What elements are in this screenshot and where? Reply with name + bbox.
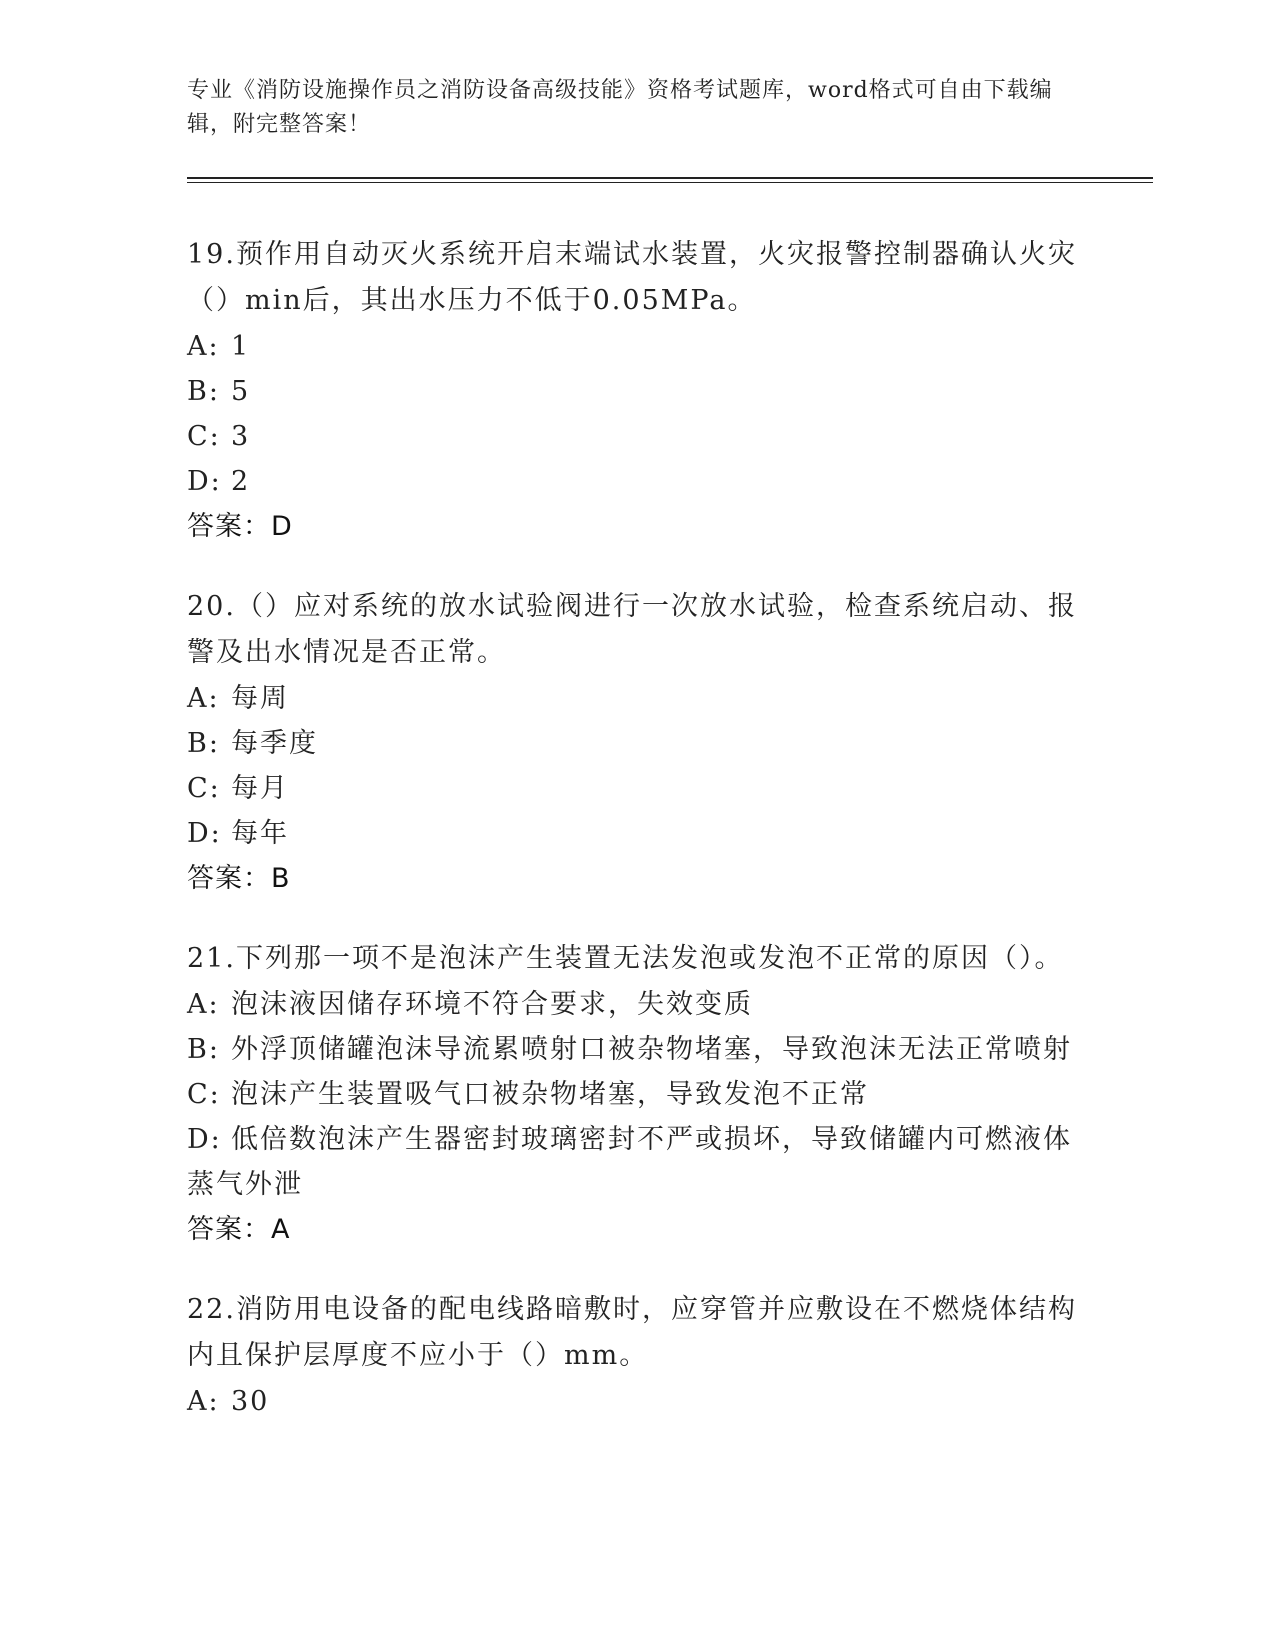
option-c [187,414,1077,459]
option-letter: A: [187,989,220,1020]
option-d [187,459,1077,504]
option-text: 每周 [231,683,289,714]
question-stem: 21.下列那一项不是泡沫产生装置无法发泡或发泡不正常的原因（）。 [187,943,1064,974]
option-letter: D: [187,818,222,849]
answer-label: 答案：A [187,1214,291,1245]
option-text: 泡沫产生装置吸气口被杂物堵塞，导致发泡不正常 [231,1079,869,1110]
option-text: 2 [231,466,251,497]
option-text: 5 [231,376,251,407]
option-a [187,676,1077,721]
option-letter: C: [187,421,221,452]
option-letter: B: [187,1034,220,1065]
option-letter: B: [187,376,220,407]
option-text: 泡沫液因储存环境不符合要求，失效变质 [231,989,753,1020]
option-c [187,1072,1077,1117]
option-letter: A: [187,1386,220,1417]
question-stem: 20.（）应对系统的放水试验阀进行一次放水试验，检查系统启动、报警及出水情况是否正常。 [187,591,1077,668]
header-rule-thin [187,182,1153,183]
option-text: 1 [231,331,251,362]
option-d [187,811,1077,856]
question-19 [187,232,1077,550]
option-b [187,1027,1077,1072]
question-21 [187,936,1077,1253]
question-22 [187,1287,1077,1424]
option-a [187,324,1077,369]
option-text: 外浮顶储罐泡沫导流累喷射口被杂物堵塞，导致泡沫无法正常喷射 [231,1034,1072,1065]
option-text: 低倍数泡沫产生器密封玻璃密封不严或损坏，导致储罐内可燃液体蒸气外泄 [187,1124,1072,1200]
option-d [187,1117,1077,1207]
option-letter: C: [187,1079,221,1110]
option-letter: B: [187,728,220,759]
question-20 [187,584,1077,902]
option-text: 每月 [231,773,289,804]
answer-label: 答案：B [187,863,291,894]
question-stem: 22.消防用电设备的配电线路暗敷时，应穿管并应敷设在不燃烧体结构内且保护层厚度不应小于（）mm。 [187,1294,1077,1371]
option-a [187,982,1077,1027]
option-letter: A: [187,683,220,714]
question-stem: 19.预作用自动灭火系统开启末端试水装置，火灾报警控制器确认火灾（）min后，其出水压力不低于0.05MPa。 [187,239,1077,316]
option-letter: A: [187,331,220,362]
header-rule-thick [187,177,1153,179]
option-text: 每年 [231,818,289,849]
option-letter: D: [187,466,222,497]
option-letter: C: [187,773,221,804]
option-c [187,766,1077,811]
document-header: 专业《消防设施操作员之消防设备高级技能》资格考试题库，word格式可自由下载编辑，附完整答案！ [187,78,1053,137]
option-b [187,369,1077,414]
answer-label: 答案：D [187,511,293,542]
option-b [187,721,1077,766]
option-text: 每季度 [231,728,318,759]
option-a [187,1379,1077,1424]
option-text: 30 [231,1386,270,1417]
option-letter: D: [187,1124,222,1155]
question-list [187,232,1077,1458]
option-text: 3 [231,421,251,452]
